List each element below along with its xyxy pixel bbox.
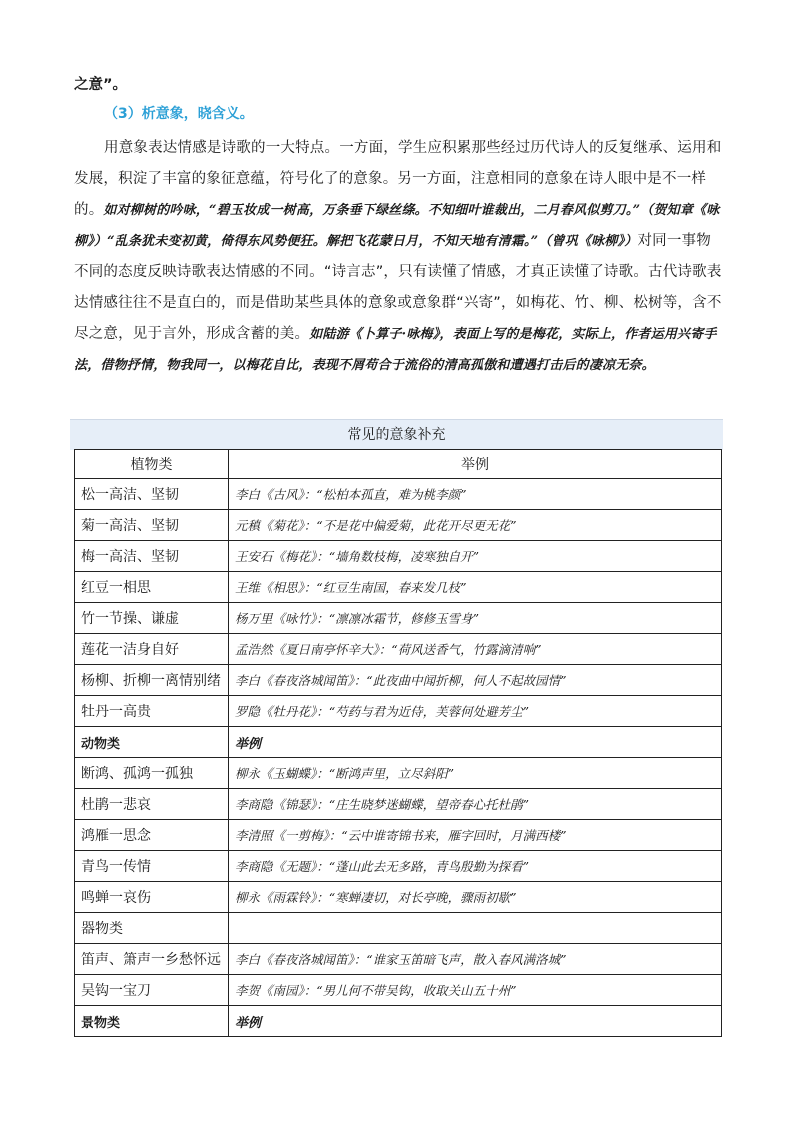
poem-example: 李白《春夜洛城闻笛》：“此夜曲中闻折柳，何人不起故园情” [229, 665, 722, 696]
imagery-category: 菊一高洁、坚韧 [75, 510, 229, 541]
poem-example: 李商隐《无题》：“蓬山此去无多路，青鸟殷勤为探看” [229, 851, 722, 882]
poem-example: 李白《古风》：“松柏本孤直，难为桃李颜” [229, 479, 722, 510]
imagery-category: 笛声、箫声一乡愁怀远 [75, 944, 229, 975]
poem-example: 孟浩然《夏日南亭怀辛大》：“荷风送香气，竹露滴清响” [229, 634, 722, 665]
imagery-category: 竹一节操、谦虚 [75, 603, 229, 634]
header-example: 举例 [229, 450, 722, 479]
table-row [75, 758, 722, 789]
body-paragraph [74, 133, 722, 381]
table-row [75, 541, 722, 572]
table-row [75, 479, 722, 510]
imagery-category: 动物类 [75, 727, 229, 758]
poem-example: 王安石《梅花》：“墙角数枝梅，凌寒独自开” [229, 541, 722, 572]
poem-example [229, 913, 722, 944]
table-row [75, 603, 722, 634]
imagery-category: 断鸿、孤鸿一孤独 [75, 758, 229, 789]
poem-example: 罗隐《牡丹花》：“芍药与君为近侍，芙蓉何处避芳尘” [229, 696, 722, 727]
poem-example: 杨万里《咏竹》：“凛凛冰霜节，修修玉雪身” [229, 603, 722, 634]
imagery-category: 红豆一相思 [75, 572, 229, 603]
table-row [75, 789, 722, 820]
imagery-category: 青鸟一传情 [75, 851, 229, 882]
table-row [75, 727, 722, 758]
table-row [75, 572, 722, 603]
table-row [75, 696, 722, 727]
poem-example: 王维《相思》：“红豆生南国，春来发几枝” [229, 572, 722, 603]
body-text-b: 对同一事物不同的态度反映诗歌表达情感的不同。“诗言志”，只有读懂了情感，才真正读懂了诗歌。古代诗歌表达情感往往不是直白的，而是借助某些具体的意象或意象群“兴寄”，如梅花、竹、柳、松树等，含不尽之意，见于言外，形成含蓄的美。 [74, 233, 722, 342]
poem-example: 李商隐《锦瑟》：“庄生晓梦迷蝴蝶，望帝春心托杜鹃” [229, 789, 722, 820]
poem-example: 李贺《南园》：“男儿何不带吴钩，收取关山五十州” [229, 975, 722, 1006]
poem-example: 李白《春夜洛城闻笛》：“谁家玉笛暗飞声，散入春风满洛城” [229, 944, 722, 975]
table-row [75, 510, 722, 541]
poem-example: 柳永《玉蝴蝶》：“断鸿声里，立尽斜阳” [229, 758, 722, 789]
imagery-category: 景物类 [75, 1006, 229, 1037]
paragraph-fragment: 之意”。 [74, 77, 128, 93]
imagery-category: 牡丹一高贵 [75, 696, 229, 727]
imagery-category: 松一高洁、坚韧 [75, 479, 229, 510]
imagery-category: 鸣蝉一哀伤 [75, 882, 229, 913]
table-body [75, 450, 722, 1037]
imagery-table [74, 449, 722, 1037]
table-row [75, 944, 722, 975]
section-heading: （3）析意象，晓含义。 [104, 106, 254, 122]
imagery-category: 杨柳、折柳一离情别绪 [75, 665, 229, 696]
imagery-category: 鸿雁一思念 [75, 820, 229, 851]
table-row [75, 851, 722, 882]
table-row [75, 820, 722, 851]
imagery-category: 梅一高洁、坚韧 [75, 541, 229, 572]
poem-example: 举例 [229, 1006, 722, 1037]
poem-example: 举例 [229, 727, 722, 758]
body-text-a: 用意象表达情感是诗歌的一大特点。一方面，学生应积累那些经过历代诗人的反复继承、运用和发展，积淀了丰富的象征意蕴，符号化了的意象。另一方面，注意相同的意象在诗人眼中是不一样的。 [74, 140, 722, 218]
poem-example: 柳永《雨霖铃》：“寒蝉凄切，对长亭晚，骤雨初歇” [229, 882, 722, 913]
table-header-row [75, 450, 722, 479]
table-row [75, 975, 722, 1006]
table-row [75, 634, 722, 665]
poem-example: 元稹《菊花》：“不是花中偏爱菊，此花开尽更无花” [229, 510, 722, 541]
imagery-category: 莲花一洁身自好 [75, 634, 229, 665]
imagery-category: 杜鹃一悲哀 [75, 789, 229, 820]
body-example-b: 如陆游《卜算子·咏梅》，表面上写的是梅花，实际上，作者运用兴寄手法，借物抒情，物我同一，以梅花自比，表现不屑苟合于流俗的清高孤傲和遭遇打击后的凄凉无奈。 [74, 327, 717, 373]
table-row [75, 913, 722, 944]
table-row [75, 1006, 722, 1037]
table-row [75, 665, 722, 696]
poem-example: 李清照《一剪梅》：“云中谁寄锦书来，雁字回时，月满西楼” [229, 820, 722, 851]
imagery-category: 器物类 [75, 913, 229, 944]
table-title: 常见的意象补充 [70, 419, 723, 450]
body-example-a: 如对柳树的吟咏，“碧玉妆成一树高，万条垂下绿丝绦。不知细叶谁裁出，二月春风似剪刀。”（贺知章《咏柳》）“乱条犹未变初黄，倚得东风势便狂。解把飞花蒙日月，不知天地有清霜。”（曾巩《咏柳》） [74, 203, 720, 249]
header-category: 植物类 [75, 450, 229, 479]
table-row [75, 882, 722, 913]
imagery-category: 吴钩一宝刀 [75, 975, 229, 1006]
